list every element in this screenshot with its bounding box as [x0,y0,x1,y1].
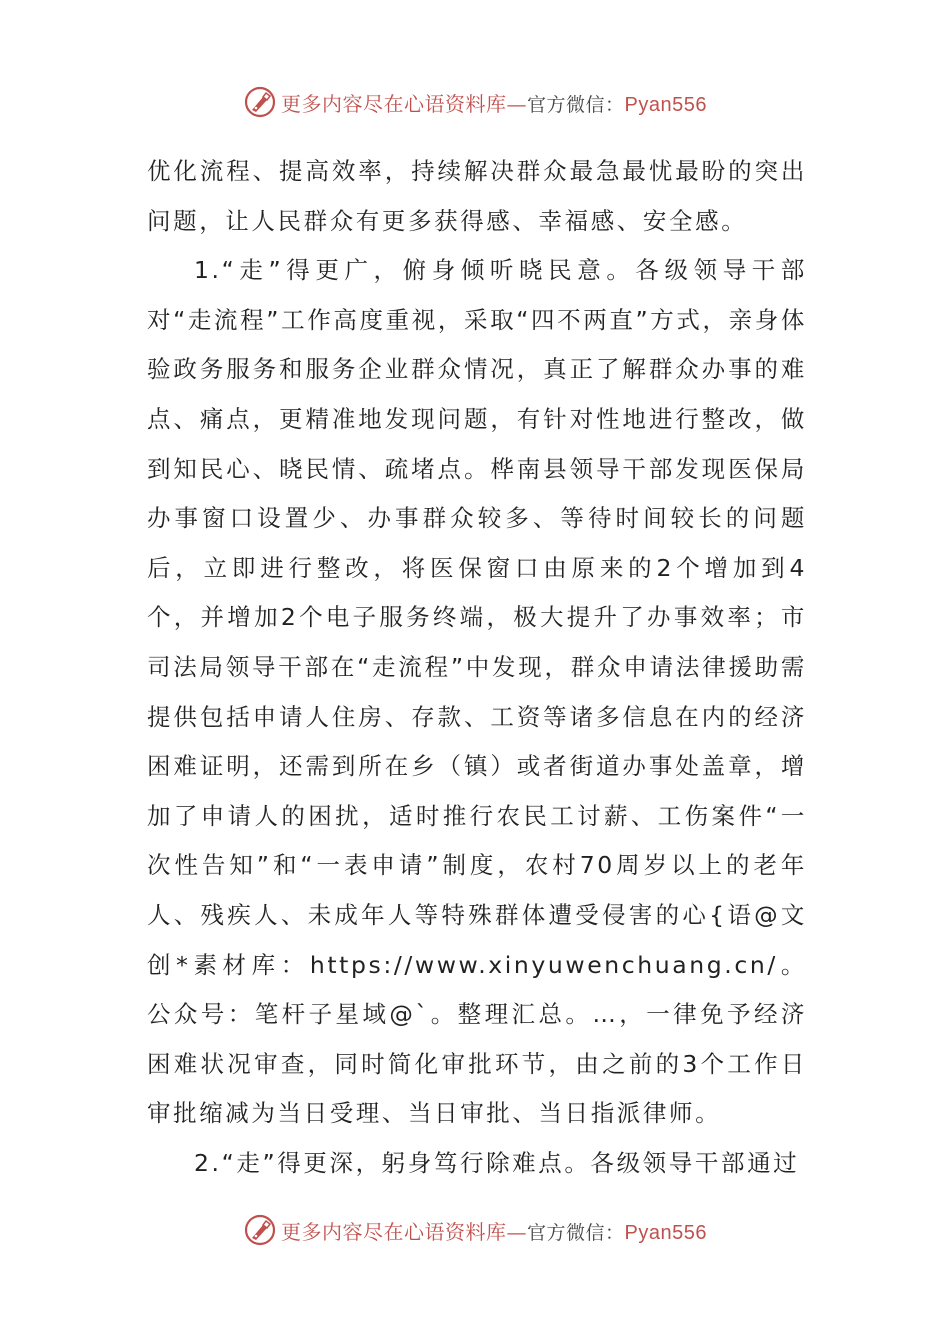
footer-site-text: 更多内容尽在心语资料库 [281,1219,507,1244]
pen-nib-logo-icon [243,1213,277,1247]
document-body [147,147,807,1188]
paragraph-1: 优化流程、提高效率，持续解决群众最急最忧最盼的突出问题，让人民群众有更多获得感、幸福感、安全感。 [147,157,807,235]
footer-dash: — [506,1219,527,1244]
footer-wechat-id: Pyan556 [624,1221,707,1244]
header-official-label: 官方微信： [527,93,625,116]
footer-banner [0,1208,950,1252]
header-wechat-id: Pyan556 [624,93,707,116]
footer-official-label: 官方微信： [527,1221,625,1244]
header-dash: — [506,91,527,116]
paragraph-3: 2.“走”得更深，躬身笃行除难点。各级领导干部通过 [194,1148,800,1177]
pen-nib-logo-icon [243,85,277,119]
paragraph-2: 1.“走”得更广，俯身倾听晓民意。各级领导干部对“走流程”工作高度重视，采取“四不两直”方式，亲身体验政务服务和服务企业群众情况，真正了解群众办事的难点、痛点，更精准地发现问题，有针对性地进行整改，做到知民心、晓民情、疏堵点。桦南县领导干部发现医保局办事窗口设置少、办事群众较多、等待时间较长的问题后，立即进行整改，将医保窗口由原来的2个增加到4个，并增加2个电子服务终端，极大提升了办事效率；市司法局领导干部在“走流程”中发现，群众申请法律援助需提供包括申请人住房、存款、工资等诸多信息在内的经济困难证明，还需到所在乡（镇）或者街道办事处盖章，增加了申请人的困扰，适时推行农民工讨薪、工伤案件“一次性告知”和“一表申请”制度，农村70周岁以上的老年人、残疾人、未成年人等特殊群体遭受侵害的心{语@文创*素材库：https://www.xinyuwenchuang.cn/。公众号：笔杆子星域@`。整理汇总。…，一律免予经济困难状况审查，同时简化审批环节，由之前的3个工作日审批缩减为当日受理、当日审批、当日指派律师。 [147,256,807,1128]
header-site-text: 更多内容尽在心语资料库 [281,91,507,116]
header-banner [0,80,950,124]
